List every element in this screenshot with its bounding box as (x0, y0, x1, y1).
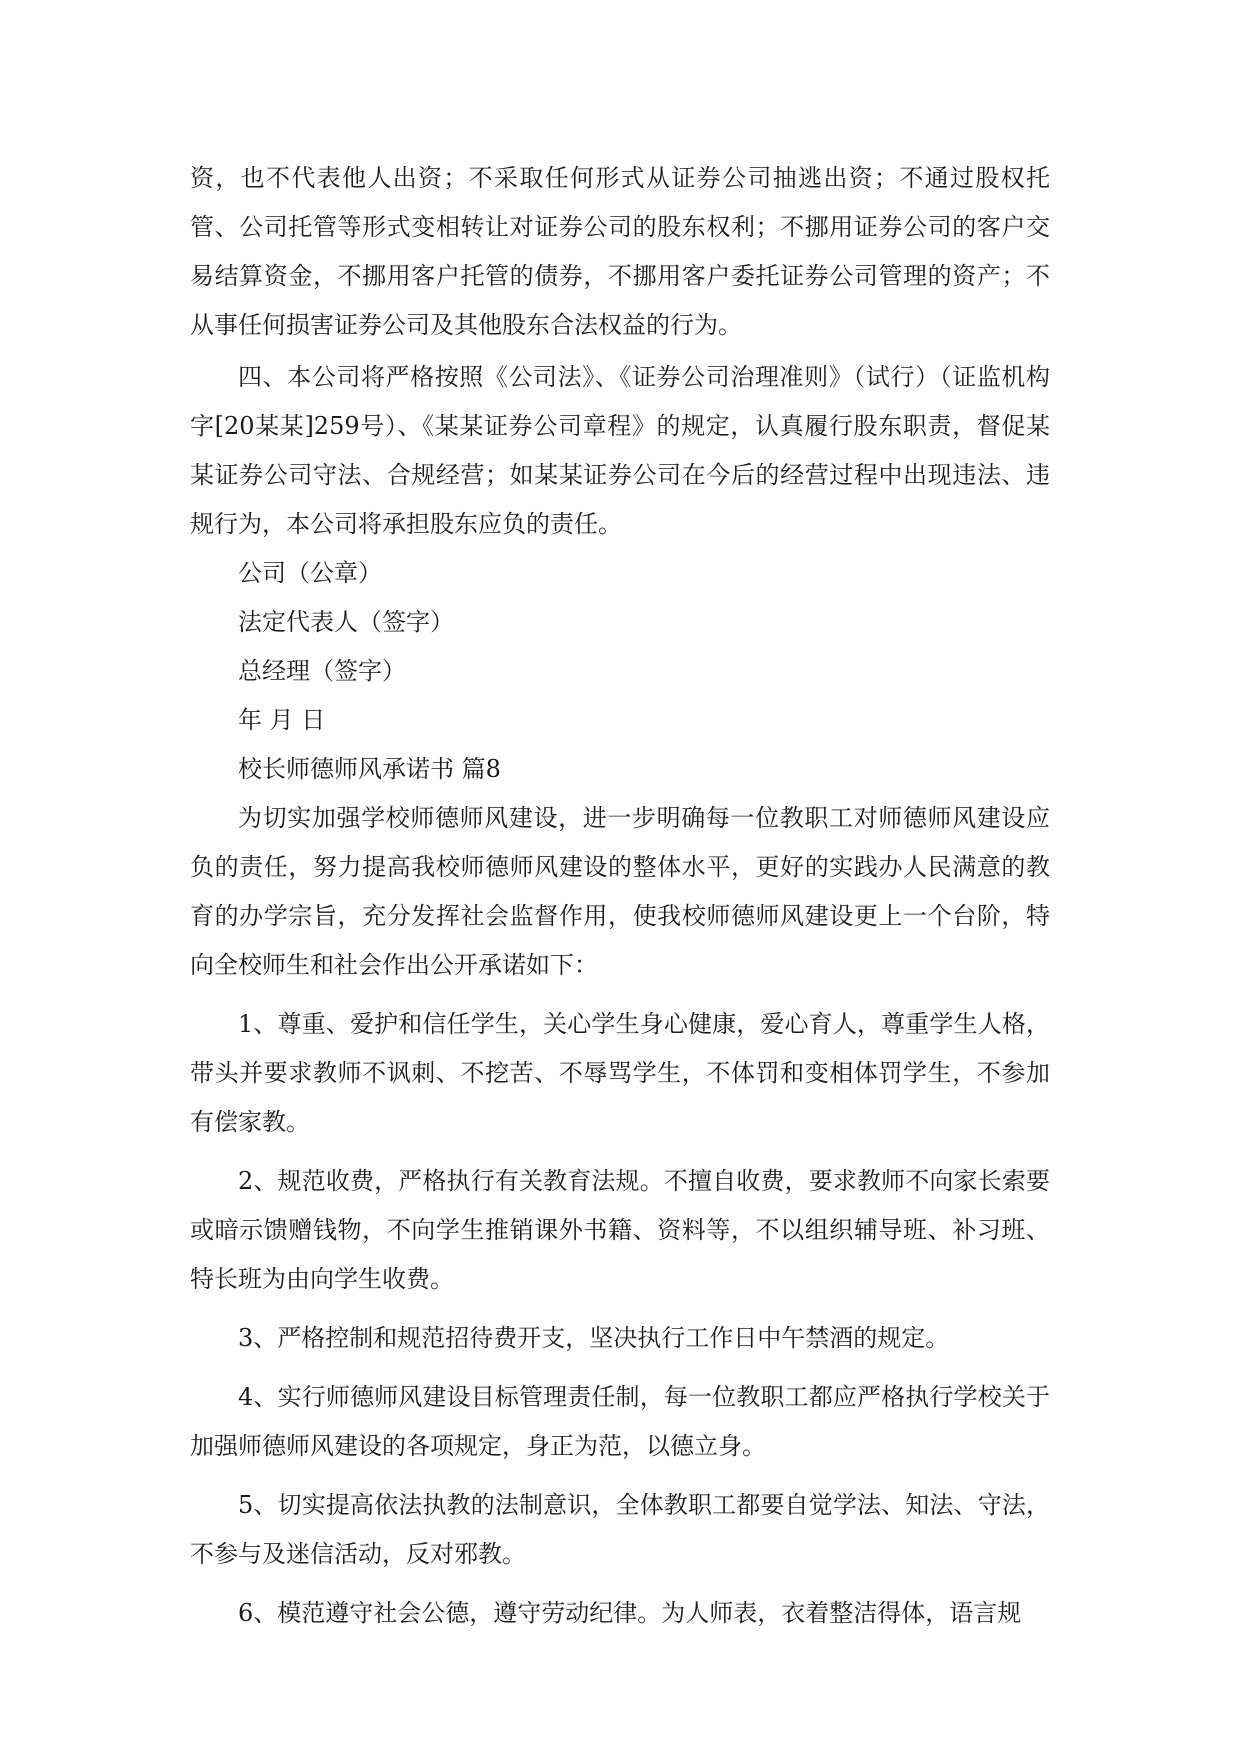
commitment-item-3: 3、严格控制和规范招待费开支，坚决执行工作日中午禁酒的规定。 (238, 1324, 950, 1352)
section-title: 校长师德师风承诺书 篇8 (238, 755, 501, 783)
legal-representative-line: 法定代表人（签字） (238, 608, 454, 636)
commitment-item-6: 6、模范遵守社会公德，遵守劳动纪律。为人师表，衣着整洁得体，语言规 (238, 1599, 1022, 1627)
commitment-item-5: 5、切实提高依法执教的法制意识，全体教职工都要自觉学法、知法、守法，不参与及迷信活动，反对邪教。 (190, 1491, 1050, 1568)
commitment-item-1: 1、尊重、爱护和信任学生，关心学生身心健康，爱心育人，尊重学生人格，带头并要求教师不讽刺、不挖苦、不辱骂学生，不体罚和变相体罚学生，不参加有偿家教。 (190, 1010, 1050, 1136)
item-four-paragraph: 四、本公司将严格按照《公司法》、《证券公司治理准则》（试行）（证监机构字[20某某]259号）、《某某证券公司章程》的规定，认真履行股东职责，督促某某证券公司守法、合规经营；如某某证券公司在今后的经营过程中出现违法、违规行为，本公司将承担股东应负的责任。 (190, 363, 1050, 538)
document-body (190, 154, 1050, 1638)
commitment-item-4: 4、实行师德师风建设目标管理责任制，每一位教职工都应严格执行学校关于加强师德师风建设的各项规定，身正为范，以德立身。 (190, 1383, 1050, 1460)
continuation-paragraph: 资，也不代表他人出资；不采取任何形式从证券公司抽逃出资；不通过股权托管、公司托管等形式变相转让对证券公司的股东权利；不挪用证券公司的客户交易结算资金，不挪用客户托管的债券，不挪用客户委托证券公司管理的资产；不从事任何损害证券公司及其他股东合法权益的行为。 (190, 164, 1050, 339)
commitment-item-2: 2、规范收费，严格执行有关教育法规。不擅自收费，要求教师不向家长索要或暗示馈赠钱物，不向学生推销课外书籍、资料等，不以组织辅导班、补习班、特长班为由向学生收费。 (190, 1167, 1050, 1293)
date-line: 年 月 日 (238, 706, 326, 734)
company-seal-line: 公司（公章） (238, 559, 382, 587)
general-manager-line: 总经理（签字） (238, 657, 406, 685)
intro-paragraph: 为切实加强学校师德师风建设，进一步明确每一位教职工对师德师风建设应负的责任，努力提高我校师德师风建设的整体水平，更好的实践办人民满意的教育的办学宗旨，充分发挥社会监督作用，使我校师德师风建设更上一个台阶，特向全校师生和社会作出公开承诺如下： (190, 804, 1050, 979)
